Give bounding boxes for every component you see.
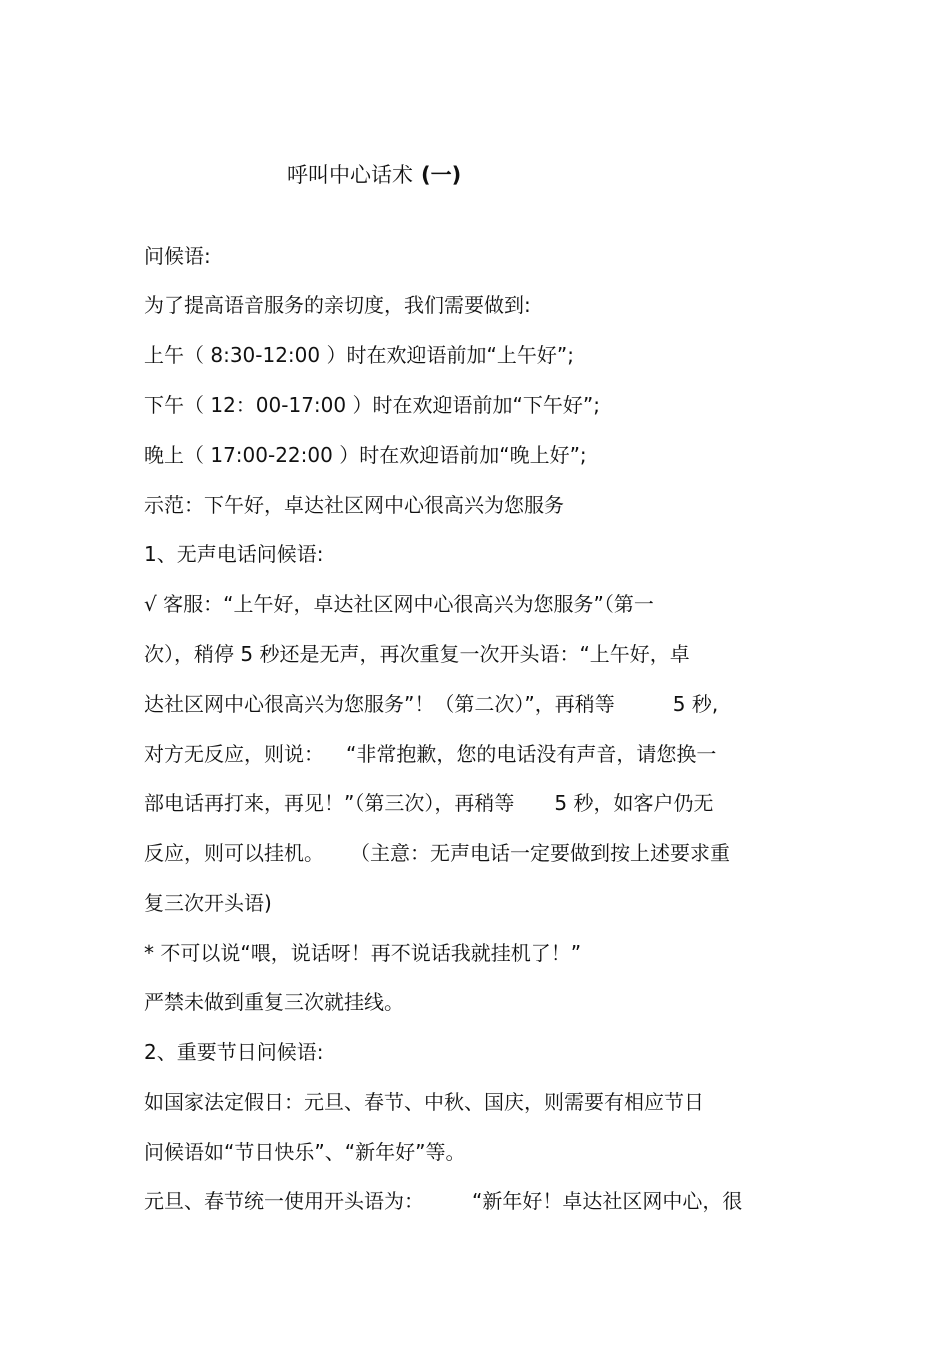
paragraph-line	[144, 838, 730, 868]
paragraph-line: 复三次开头语)	[144, 891, 272, 915]
paragraph-line	[144, 788, 713, 818]
paragraph-line	[144, 739, 716, 769]
paragraph-line: 上午（ 8:30-12:00 ）时在欢迎语前加“上午好”;	[144, 343, 574, 367]
paragraph-line-part: 元旦、春节统一使用开头语为：	[144, 1189, 424, 1213]
paragraph-line-part: 部电话再打来，再见！”（第三次），再稍等	[144, 791, 515, 815]
paragraph-line	[144, 689, 718, 719]
paragraph-line-part: “非常抱歉，您的电话没有声音，请您换一	[346, 742, 717, 766]
paragraph-line-part: 达社区网中心很高兴为您服务”！（第二次）”，再稍等	[144, 692, 615, 716]
section-heading-holiday: 2、重要节日问候语:	[144, 1040, 324, 1064]
title-suffix: (一)	[421, 163, 462, 187]
paragraph-line: 次），稍停 5 秒还是无声，再次重复一次开头语：“上午好，卓	[144, 642, 690, 666]
warning-line: * 不可以说“喂，说话呀！再不说话我就挂机了！”	[144, 941, 582, 965]
paragraph-line-part: 反应，则可以挂机。	[144, 841, 324, 865]
paragraph-line-part: （主意：无声电话一定要做到按上述要求重	[350, 841, 730, 865]
paragraph-line: 下午（ 12：00-17:00 ）时在欢迎语前加“下午好”;	[144, 393, 600, 417]
paragraph-line-part: 对方无反应，则说：	[144, 742, 324, 766]
section-heading-silent-call: 1、无声电话问候语:	[144, 542, 324, 566]
paragraph-line: 严禁未做到重复三次就挂线。	[144, 990, 404, 1014]
paragraph-line-part: 5 秒,	[672, 692, 719, 716]
paragraph-line: 示范：下午好，卓达社区网中心很高兴为您服务	[144, 493, 564, 517]
paragraph-line	[144, 1186, 742, 1216]
paragraph-line-part: “新年好！卓达社区网中心，很	[472, 1189, 743, 1213]
section-heading-greeting: 问候语:	[144, 244, 211, 268]
paragraph-line: 为了提高语音服务的亲切度，我们需要做到:	[144, 293, 531, 317]
paragraph-line: 如国家法定假日：元旦、春节、中秋、国庆，则需要有相应节日	[144, 1090, 704, 1114]
title-main: 呼叫中心话术	[287, 163, 413, 187]
document-title	[287, 160, 461, 190]
paragraph-line-part: 5 秒，如客户仍无	[554, 791, 714, 815]
paragraph-line: 晚上（ 17:00-22:00 ）时在欢迎语前加“晚上好”;	[144, 443, 587, 467]
paragraph-line: √ 客服：“上午好，卓达社区网中心很高兴为您服务”（第一	[144, 592, 654, 616]
paragraph-line: 问候语如“节日快乐”、“新年好”等。	[144, 1140, 466, 1164]
